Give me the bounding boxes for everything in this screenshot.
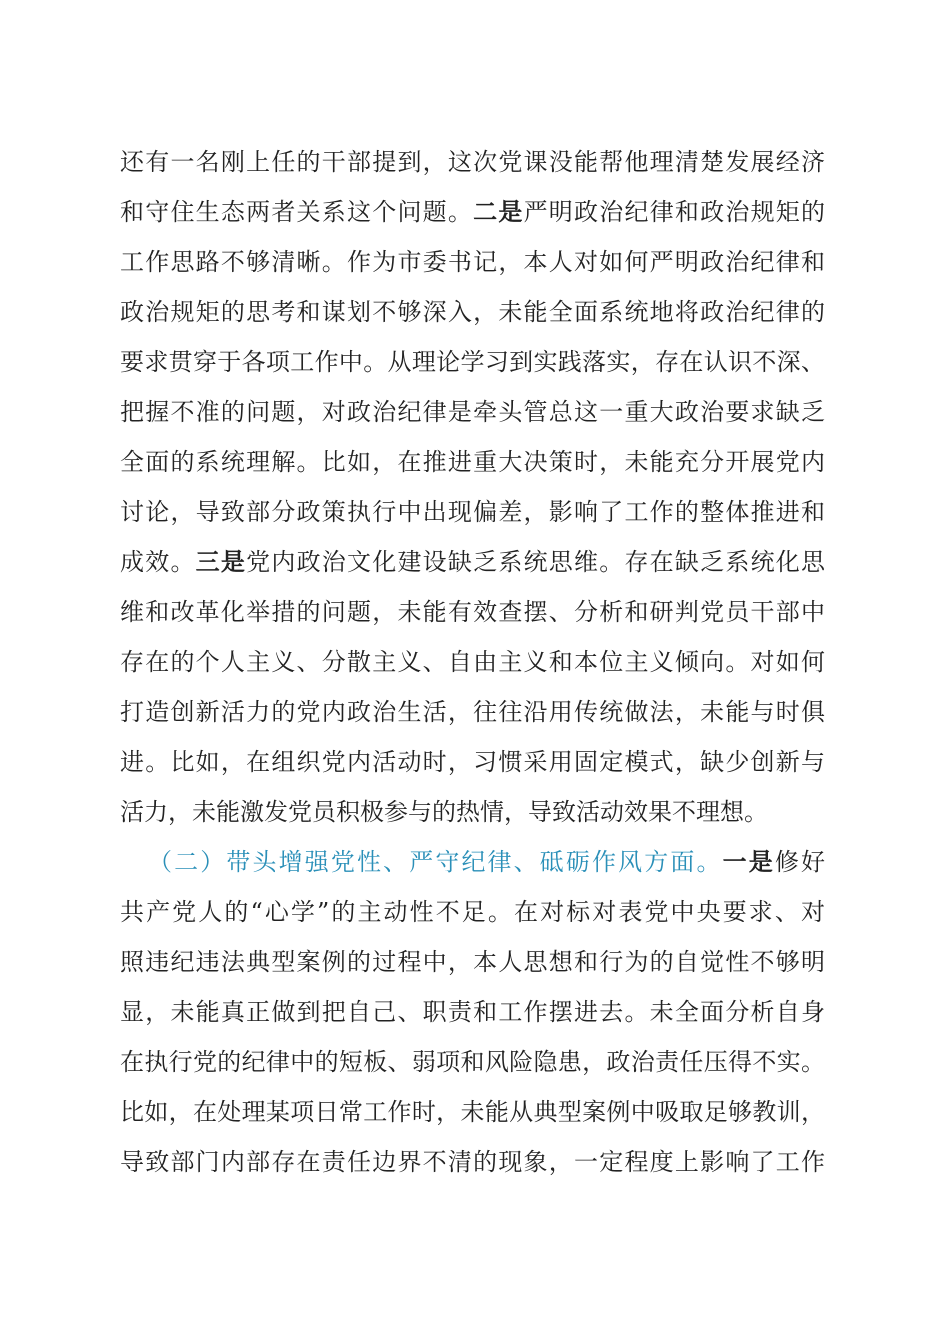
text-segment: 和守住生态两者关系这个问题。 xyxy=(120,198,474,226)
text-line: 打造创新活力的党内政治生活，往往沿用传统做法，未能与时俱 xyxy=(120,698,825,726)
text-line: 共产党人的“心学”的主动性不足。在对标对表党中央要求、对 xyxy=(120,898,825,926)
point-marker: 一是 xyxy=(722,847,775,876)
document-page xyxy=(120,137,825,1187)
text-line: 导致部门内部存在责任边界不清的现象，一定程度上影响了工作 xyxy=(120,1148,825,1176)
point-marker: 二是 xyxy=(473,197,524,226)
text-line: 活力，未能激发党员积极参与的热情，导致活动效果不理想。 xyxy=(120,798,768,826)
section-heading-line xyxy=(120,837,825,887)
text-line: 在执行党的纪律中的短板、弱项和风险隐患，政治责任压得不实。 xyxy=(120,1048,825,1076)
text-line: 照违纪违法典型案例的过程中，本人思想和行为的自觉性不够明 xyxy=(120,948,825,976)
text-line: 维和改革化举措的问题，未能有效查摆、分析和研判党员干部中 xyxy=(120,598,825,626)
section-heading: （二）带头增强党性、严守纪律、砥砺作风方面。 xyxy=(148,848,723,876)
text-line xyxy=(120,187,825,237)
text-line: 全面的系统理解。比如，在推进重大决策时，未能充分开展党内 xyxy=(120,448,825,476)
text-segment: 修好 xyxy=(774,848,826,876)
text-line: 政治规矩的思考和谋划不够深入，未能全面系统地将政治纪律的 xyxy=(120,298,825,326)
text-line: 讨论，导致部分政策执行中出现偏差，影响了工作的整体推进和 xyxy=(120,498,825,526)
text-segment: 党内政治文化建设缺乏系统思维。存在缺乏系统化思 xyxy=(246,548,826,576)
text-line: 把握不准的问题，对政治纪律是牵头管总这一重大政治要求缺乏 xyxy=(120,398,825,426)
text-line: 存在的个人主义、分散主义、自由主义和本位主义倾向。对如何 xyxy=(120,648,825,676)
text-line: 进。比如，在组织党内活动时，习惯采用固定模式，缺少创新与 xyxy=(120,748,825,776)
text-segment: 成效。 xyxy=(120,548,196,576)
text-line: 显，未能真正做到把自己、职责和工作摆进去。未全面分析自身 xyxy=(120,998,825,1026)
text-line: 还有一名刚上任的干部提到，这次党课没能帮他理清楚发展经济 xyxy=(120,148,825,176)
text-line: 要求贯穿于各项工作中。从理论学习到实践落实，存在认识不深、 xyxy=(120,348,825,376)
text-line: 工作思路不够清晰。作为市委书记，本人对如何严明政治纪律和 xyxy=(120,248,825,276)
text-segment: 严明政治纪律和政治规矩的 xyxy=(523,198,826,226)
text-line xyxy=(120,537,825,587)
text-line: 比如，在处理某项日常工作时，未能从典型案例中吸取足够教训， xyxy=(120,1098,825,1126)
point-marker: 三是 xyxy=(195,547,247,576)
